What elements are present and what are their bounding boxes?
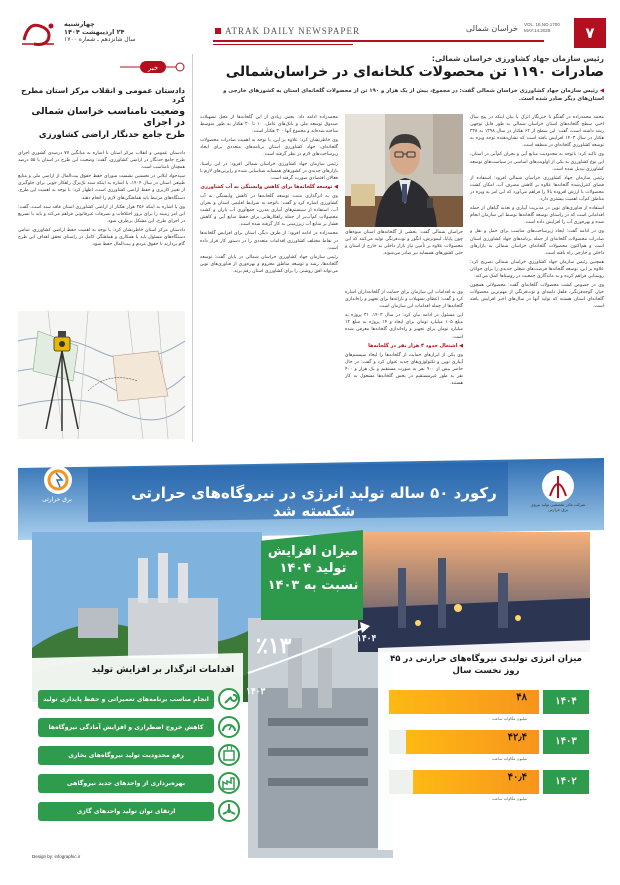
- side-body: [18, 150, 185, 306]
- main-kicker: رئیس سازمان جهاد کشاورزی خراسان شمالی:: [431, 54, 604, 63]
- actions-title: اقدامات اثرگذار بر افزایش تولید: [91, 665, 235, 675]
- record-value-label: ۴۰٫۴: [507, 772, 527, 783]
- masthead: [18, 18, 604, 50]
- paragraph: رئیس سازمان جهاد کشاورزی خراسان شمالی در پایان گفت: توسعه گلخانه‌ها، رشد و توسعه مناطق محروم و بهره‌وری از فناوری‌های نوین می‌تواند افق روشنی را برای کشاورزی استان رقم بزند.: [200, 254, 338, 274]
- paragraph: رئیس سازمان جهاد کشاورزی خراسان شمالی افزود: استفاده از فضای کنترل‌شده گلخانه‌ها علاوه بر کاهش مصرف آب، امکان کشت محصولات با ارزش افزوده بالا را فراهم می‌آورد که این امر به ویژه در مناطق کم‌آب اهمیت بیشتری دارد.: [470, 175, 604, 203]
- paragraph: همچنین رئیس سازمان جهاد کشاورزی خراسان شمالی تصریح کرد: علاوه بر این، توسعه گلخانه‌ها فرصت‌های شغلی جدیدی را برای جوانان روستایی فراهم کرده و به ماندگاری جمعیت در روستاها کمک می‌کند.: [470, 259, 604, 279]
- paragraph: استفاده از فناوری‌های نوین در مدیریت آبیاری و تغذیه گیاهان از جمله اقداماتی است که در راستای توسعه گلخانه‌ها توسط این سازمان انجام شده و بهره‌وری آب را افزایش داده است.: [470, 206, 604, 226]
- action-item: کاهش خروج اضطراری و افزایش آمادگی نیروگاه‌ها: [38, 716, 238, 740]
- paragraph: دادستان عمومی و انقلاب مرکز استان با اشاره به میانگین ۷۷ درصدی کشوری اجرای طرح جامع حدنگار در اراضی کشاورزی، گفت: وضعیت این طرح در استان با ۵۵ درصد همچنان نامناسب است.: [18, 151, 185, 171]
- record-unit-label: میلیون مگاوات ساعت: [492, 716, 527, 721]
- wrench-icon: [218, 688, 240, 710]
- paragraph: وی تاکید کرد: باتوجه به محدودیت منابع آبی و بحران کم‌آبی در استان، این نوع کشاورزی به یکی از اولویت‌های اساسی در سیاست‌های توسعه کشاورزی تبدیل شده است.: [470, 152, 604, 172]
- year-label-1403: ۱۴۰۳: [246, 686, 266, 696]
- record-value-label: ۴۲٫۴: [507, 732, 527, 743]
- gauge-icon: [218, 716, 240, 738]
- paragraph: وی به اثرگذاری مثبت توسعه گلخانه‌ها در کاهش وابستگی به آب کشاورزی اشاره کرد و گفت: باتوجه به شرایط اقلیمی استان و بحران آب، استفاده از سیستم‌های آبیاری مدرن، جمع‌آوری آب باران و کشت محصولات کم‌آب‌بر از جمله راهکارهایی برای حفظ منابع آبی و کاهش فشار بر منابع آب زیرزمینی به کار گرفته شده است.: [200, 193, 338, 228]
- record-row: [383, 690, 589, 721]
- paragraph: محمدزاده ادامه داد: بخش زیادی از این گلخانه‌ها از محل تسهیلات صندوق توسعه ملی و بانک‌های عامل، ۱۰ تا ۲۰ هکتار به طور متوسط ساخته شده‌اند و مجموع آنها ۳۰۰ هکتار است.: [200, 115, 338, 135]
- records-title: میزان انرژی تولیدی نیروگاه‌های حرارتی در ۴۵ روز نخست سال: [390, 654, 582, 676]
- issue-date-block: [64, 20, 136, 44]
- record-year-label: ۱۴۰۳: [543, 730, 589, 754]
- record-year-label: ۱۴۰۲: [543, 770, 589, 794]
- records-chart: [383, 690, 589, 810]
- header-rule-thin: [213, 44, 353, 45]
- issue-day: چهارشنبه: [64, 20, 95, 28]
- page-number: ۷: [574, 18, 606, 48]
- record-row: [383, 730, 589, 761]
- main-headline: صادرات ۱۱۹۰ تن محصولات کلخانه‌ای در خراسان‌شمالی: [225, 64, 604, 80]
- paper-name: ATRAK DAILY NEWSPAPER: [215, 26, 360, 36]
- paragraph: وی خاطرنشان کرد: علاوه بر این، با توجه به اهمیت صادرات محصولات گلخانه‌ای، جهاد کشاورزی استان برنامه‌های متعددی برای ایجاد زیرساخت‌های لازم در نظر گرفته است.: [200, 138, 338, 158]
- turbine-icon: [218, 800, 240, 822]
- subhead-employment: ◀ اشتغال حدود ۴ هزار نفر در گلخانه‌ها: [345, 343, 463, 350]
- paragraph: وی با اشاره به اینکه ۲۵۶ هزار هکتار از اراضی کشاورزی استان فاقد سند است، گفت: این امر زمینه را برای بروز اختلافات و تصرفات غیرقانونی فراهم می‌کند و باید با تسریع در اجرای طرح، این مشکل برطرف شود.: [18, 204, 185, 224]
- year-label-1404: ۱۴۰۴: [357, 633, 377, 643]
- infographic-title: رکورد ۵۰ ساله تولید انرژی در نیروگاه‌های حرارتی شکسته شد: [131, 484, 497, 520]
- action-item: انجام مناسب برنامه‌های تعمیراتی و حفظ پایداری تولید: [38, 688, 238, 712]
- side-kicker: دادستان عمومی و انقلاب مرکز استان مطرح کرد: [21, 86, 185, 104]
- paragraph: وی در ادامه گفت: ایجاد زیرساخت‌های مناسب برای حمل و نقل و صادرات محصولات گلخانه‌ای از جمله برنامه‌های جهاد کشاورزی استان است و هم‌اکنون محصولات گلخانه‌ای خراسان شمالی به بازارهای داخلی و خارجی راه یافته است.: [470, 229, 604, 256]
- paragraph: محمد محمدزاده در گفتگو با خبرنگار اترک با بیان اینکه در پنج سال اخیر، سطح گلخانه‌های استان خراسان شمالی به طور قابل توجهی رشد داشته است، گفت: این سطح از ۶۲ هکتار در سال ۱۳۹۸ به ۳۲۸ هکتار در سال ۱۴۰۳ افزایش یافته است که نشان‌دهنده توجه ویژه به توسعه کشاورزی گلخانه‌ای در منطقه است.: [470, 115, 604, 149]
- paragraph: وی یکی از ابزارهای حمایت از گلخانه‌ها را ایجاد سیستم‌های آبیاری نوین و تکنولوژی‌های جدید عنوان کرد و گفت: در حال حاضر بیش از ۹۰۰ نفر به صورت مستقیم و یک هزار و ۴۰۰ نفر به طور غیرمستقیم در بخش گلخانه‌ها مشغول به کار هستند.: [345, 352, 463, 387]
- subhead-water: ◀ توسعه گلخانه‌ها برای کاهش وابستگی به آب کشاورزی: [200, 184, 338, 191]
- issue-line: سال شانزدهم ـ شماره ۱۷۰۰: [64, 36, 136, 43]
- photo-caption: خراسان شمالی گفت: بخشی از گلخانه‌های استان میوه‌های چون پاپایا، لیموترش، انگور و توت‌فرنگی تولید می‌کنند که این محصولات علاوه بر تأمین نیاز بازار داخلی به خارج از استان و حتی کشورهای همسایه نیز صادر می‌شوند.: [345, 230, 463, 256]
- cadastral-map-image: [18, 311, 185, 439]
- action-item: بهره‌برداری از واحدهای جدید نیروگاهی: [38, 772, 238, 796]
- action-item: رفع محدودیت تولید نیروگاه‌های بخاری: [38, 744, 238, 768]
- emblem-label: شرکت مادر تخصصی تولید نیروی برق حرارتی: [530, 502, 586, 512]
- news-tag: [120, 60, 185, 74]
- boiler-icon: [218, 744, 240, 766]
- main-body-col2: [345, 289, 463, 441]
- issue-date: ۲۴ اردیبهشت ۱۴۰۴: [64, 28, 125, 36]
- side-headline-block: [18, 86, 185, 140]
- factory-icon: [218, 772, 240, 794]
- brand-label: برق حرارتی: [42, 496, 72, 503]
- paragraph: سیدجواد ایلاتی در نخستین نشست شورای حفظ حقوق بیت‌المال از اراضی ملی و منابع طبیعی استان در سال ۱۴۰۴، با اشاره به اینکه سند تک‌برگ راهکار خوبی برای جلوگیری از تغییر کاربری و حفظ اراضی کشاورزی است، اظهار کرد: با توجه به اهمیت این طرح، دستگاه‌های مرتبط باید هماهنگی‌های لازم را انجام دهند.: [18, 174, 185, 201]
- record-row: [383, 770, 589, 801]
- record-unit-label: میلیون مگاوات ساعت: [492, 796, 527, 801]
- side-headline: وضعیت نامناسب خراسان شمالی در اجرای: [31, 106, 185, 128]
- section-name: خراسان شمالی: [465, 24, 518, 33]
- main-body-col3: [200, 114, 338, 440]
- paragraph: محمدزاده در ادامه افزود: از طرف دیگر، استان برای افزایش گلخانه‌ها در نقاط مختلف کشاورزی اقدامات متعددی را در دستور کار قرار داده است.: [200, 231, 338, 251]
- growth-title: میزان افزایش تولید ۱۴۰۴ نسبت به ۱۴۰۳: [267, 544, 359, 593]
- designer-credit: Design by: infographic.ir: [32, 854, 81, 859]
- main-body-col1: [470, 114, 604, 440]
- paragraph: وی به اقدامات این سازمان برای حمایت از گلخانه‌داران اشاره کرد و گفت: اعطای تسهیلات و یارانه‌ها برای تجهیز و راه‌اندازی گلخانه‌ها از جمله اقدامات این سازمان است.: [345, 290, 463, 310]
- paragraph: دادستان مرکز استان خاطرنشان کرد: با توجه به اهمیت حفظ اراضی کشاورزی، تمامی دستگاه‌های مسئول باید با همکاری و هماهنگی کامل در راستای تحقق اهداف این طرح گام بردارند تا حقوق مردم و بیت‌المال حفظ شود.: [18, 227, 185, 248]
- official-photo: [345, 114, 463, 227]
- column-divider: [192, 54, 193, 442]
- growth-percent: ٪۱۳: [256, 633, 292, 658]
- side-headline-2: طرح جامع حدنگار اراضی کشاورزی: [38, 130, 185, 140]
- action-item: ارتقای توان تولید واحدهای گازی: [38, 800, 238, 824]
- paragraph: رئیس سازمان جهاد کشاورزی خراسان شمالی افزود: در این راستا، بازارهای جدیدی در کشورهای همسایه شناسایی شده و رایزنی‌های لازم با فعالان اقتصادی صورت گرفته است.: [200, 161, 338, 181]
- actions-list: [38, 688, 238, 828]
- header-rule: [213, 40, 544, 42]
- svg-text:خبر: خبر: [147, 64, 159, 72]
- power-infographic: [18, 458, 604, 866]
- paragraph: این مسئول در ادامه بیان کرد: در سال ۱۴۰۳، ۳۱ پروژه به مبلغ ۱۰۵ میلیارد تومان برای ایجاد و ۱۴ پروژه به مبلغ ۱۲ میلیارد تومان برای تجهیز و راه‌اندازی گلخانه‌ها معرفی شده است.: [345, 313, 463, 340]
- atrak-logo: [18, 18, 58, 48]
- red-square-icon: [215, 28, 221, 34]
- paragraph: وی در خصوص کشت محصولات گلخانه‌ای گفت: محصولاتی همچون خیار، گوجه‌فرنگی، فلفل دلمه‌ای و توت‌فرنگی از مهم‌ترین محصولات گلخانه‌ای استان هستند که تولید آنها در سال‌های اخیر افزایش یافته است.: [470, 283, 604, 310]
- record-year-label: ۱۴۰۴: [543, 690, 589, 714]
- volume-info: VOL. 16,NO.1700 MAY.14.2025: [524, 22, 560, 33]
- record-value-label: ۴۸: [516, 692, 527, 703]
- record-unit-label: میلیون مگاوات ساعت: [492, 756, 527, 761]
- main-lead: ◀ رئیس سازمان جهاد کشاورزی خراسان شمالی گفت: در مجموع، بیش از یک هزار و ۱۹۰ تن از محصولات گلخانه‌ای استان به کشورهای خارجی و استان‌های دیگر صادر شده است.: [209, 87, 604, 103]
